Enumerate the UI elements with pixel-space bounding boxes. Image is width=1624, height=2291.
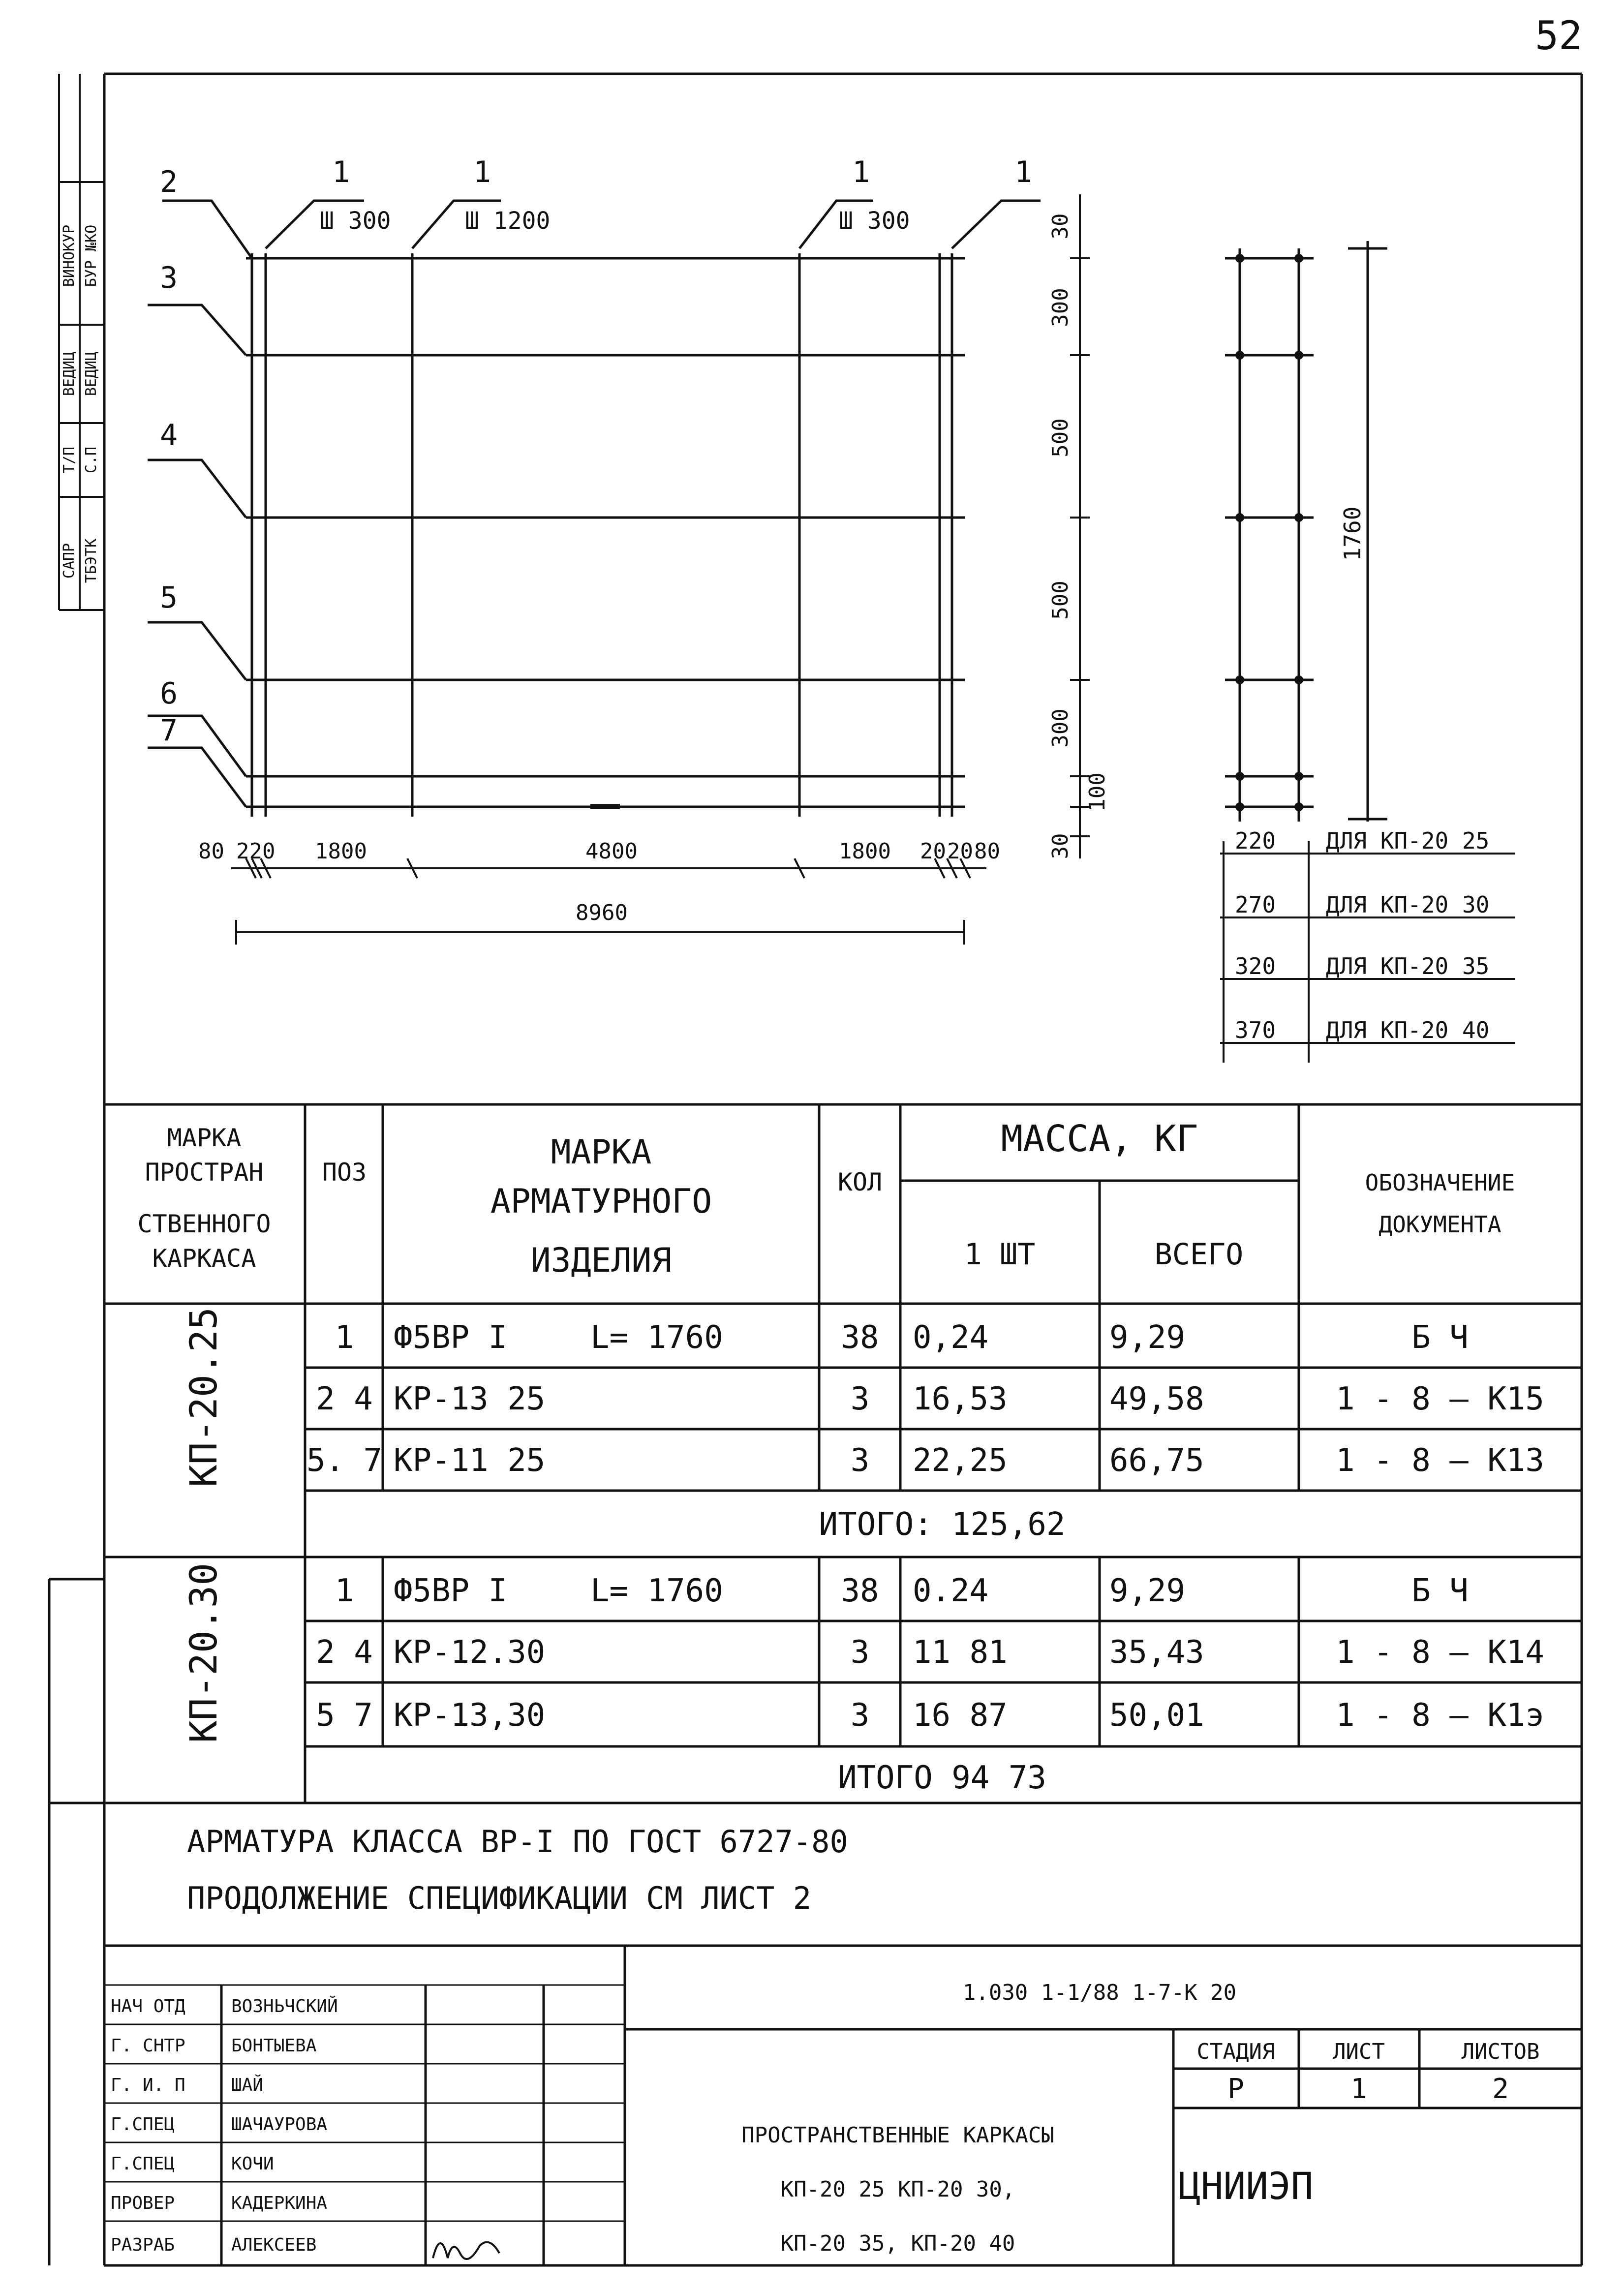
stage-value: Р [1227, 2073, 1244, 2105]
sig-role: Г.СПЕЦ [111, 2154, 175, 2174]
cell-mass-total: 50,01 [1109, 1697, 1204, 1734]
cell-pos: 1 [335, 1573, 354, 1609]
table-row [316, 1697, 1544, 1734]
sig-name: БОНТЫЕВА [231, 2036, 317, 2056]
note-line: ПРОДОЛЖЕНИЕ СПЕЦИФИКАЦИИ СМ ЛИСТ 2 [187, 1880, 812, 1916]
dim-label: 500 [1048, 580, 1073, 620]
cell-doc: Б Ч [1411, 1319, 1469, 1356]
stamp-cell: ВЕДИЦ [83, 351, 100, 397]
horizontal-dims [198, 839, 1000, 925]
sig-name: ШАЙ [231, 2075, 264, 2095]
cell-item: КР-13 25 [394, 1381, 546, 1417]
callout: 3 [160, 261, 178, 295]
sig-name: АЛЕКСЕЕВ [231, 2235, 317, 2255]
header-doc: ДОКУМЕНТА [1379, 1211, 1501, 1238]
callout: 2 [160, 165, 178, 199]
sig-role: Г. И. П [111, 2075, 185, 2095]
dim-label: 20 [947, 839, 973, 864]
header-pos: ПОЗ [322, 1158, 367, 1187]
cell-mass-one: 0.24 [913, 1573, 989, 1609]
dim-label: 300 [1048, 708, 1073, 748]
header-frame-mark: МАРКА [167, 1124, 242, 1152]
callout: 7 [160, 713, 178, 748]
stamp-cell: ВЕДИЦ [61, 351, 78, 397]
cell-mass-one: 16 87 [913, 1697, 1008, 1734]
cell-qty: 3 [850, 1381, 870, 1417]
cell-length: L= 1760 [590, 1319, 723, 1356]
sig-role: Г.СПЕЦ [111, 2114, 175, 2135]
cell-pos: 2 4 [316, 1634, 373, 1671]
cell-qty: 3 [850, 1442, 870, 1479]
doc-code: 1.030 1-1/88 1-7-К 20 [962, 1980, 1237, 2005]
callout: 6 [160, 676, 178, 711]
header-mass-one: 1 ШТ [964, 1237, 1036, 1272]
dim-label: 1800 [839, 839, 891, 864]
width-label: ДЛЯ КП-20 30 [1326, 891, 1490, 918]
dim-label: 500 [1048, 418, 1073, 458]
signature-rows [104, 1985, 625, 2221]
cell-doc: 1 - 8 — К15 [1336, 1381, 1544, 1417]
notes [187, 1824, 848, 1916]
title-line: КП-20 35, КП-20 40 [780, 2231, 1015, 2256]
callout: 1 [473, 155, 491, 189]
cell-pos: 2 4 [316, 1381, 373, 1417]
cell-item: Ф5ВР I [394, 1573, 508, 1609]
spacing-label: Ш 300 [839, 207, 910, 235]
signatures [111, 1996, 338, 2255]
sig-role: Г. СНТР [111, 2036, 185, 2056]
cell-qty: 38 [841, 1573, 879, 1609]
cell-pos: 1 [335, 1319, 354, 1356]
width-value: 220 [1235, 827, 1276, 854]
cell-doc: 1 - 8 — К1э [1336, 1697, 1544, 1734]
frame-elevation [148, 201, 1041, 817]
section-bar-dots [1235, 254, 1303, 811]
width-label: ДЛЯ КП-20 35 [1326, 953, 1490, 979]
table-row [316, 1381, 1544, 1417]
note-line: АРМАТУРА КЛАССА ВР-I ПО ГОСТ 6727-80 [187, 1824, 848, 1860]
weld-mark [590, 804, 620, 809]
stamp-cell: С.П [83, 446, 100, 474]
spacing-label: Ш 1200 [465, 207, 551, 235]
section-width-labels [1235, 827, 1489, 1043]
sig-role: ПРОВЕР [111, 2193, 175, 2213]
side-stamp [59, 74, 104, 610]
stamp-cell: Т/П [61, 446, 78, 474]
section-height: 1760 [1339, 506, 1366, 561]
sig-role: НАЧ ОТД [111, 1996, 185, 2016]
cell-qty: 38 [841, 1319, 879, 1356]
sig-name: КАДЕРКИНА [231, 2193, 328, 2213]
header-item-mark: ИЗДЕЛИЯ [530, 1241, 672, 1280]
title-line: КП-20 25 КП-20 30, [780, 2177, 1015, 2202]
callout: 1 [852, 155, 870, 189]
sig-name: ШАЧАУРОВА [231, 2114, 328, 2135]
dim-label: 300 [1048, 288, 1073, 327]
header-item-mark: МАРКА [551, 1133, 652, 1172]
frame-mark: КП-20.25 [182, 1307, 225, 1488]
width-value: 320 [1235, 953, 1276, 979]
signature-scribble [433, 2242, 499, 2259]
callout: 1 [1014, 155, 1033, 189]
cell-qty: 3 [850, 1634, 870, 1671]
width-value: 270 [1235, 891, 1276, 918]
cell-item: Ф5ВР I [394, 1319, 508, 1356]
stamp-cell: ВИНОКУР [61, 224, 78, 287]
cell-mass-one: 16,53 [913, 1381, 1008, 1417]
cell-length: L= 1760 [590, 1573, 723, 1609]
header-qty: КОЛ [837, 1168, 883, 1196]
sheet-label: ЛИСТ [1333, 2039, 1385, 2064]
width-label: ДЛЯ КП-20 40 [1326, 1017, 1490, 1043]
width-value: 370 [1235, 1017, 1276, 1043]
header-frame-mark: КАРКАСА [152, 1244, 256, 1273]
dim-label: 30 [1048, 833, 1073, 859]
cell-mass-total: 9,29 [1109, 1319, 1186, 1356]
cell-mass-total: 35,43 [1109, 1634, 1204, 1671]
cell-mass-one: 11 81 [913, 1634, 1008, 1671]
stamp-cell: ТБЭТК [83, 538, 100, 583]
dim-label: 4800 [585, 839, 638, 864]
sig-name: ВОЗНЬЧСКИЙ [231, 1996, 338, 2016]
table-row [306, 1442, 1544, 1479]
stamp-cell: САПР [61, 543, 78, 579]
cell-item: КР-13,30 [394, 1697, 546, 1734]
dim-label: 30 [1048, 213, 1073, 240]
dim-label: 20 [920, 839, 946, 864]
sig-name: КОЧИ [231, 2154, 274, 2174]
header-frame-mark: СТВЕННОГО [137, 1210, 271, 1238]
title-block-grid [104, 1946, 1582, 2265]
stamp-cell: БУР №КО [83, 224, 100, 287]
cell-mass-one: 22,25 [913, 1442, 1008, 1479]
header-mass: МАССА, КГ [1001, 1118, 1198, 1160]
dim-label: 1800 [315, 839, 367, 864]
callout: 4 [160, 418, 178, 453]
cell-item: КР-11 25 [394, 1442, 546, 1479]
cell-qty: 3 [850, 1697, 870, 1734]
title-lines [741, 2123, 1054, 2256]
dim-label: 80 [198, 839, 224, 864]
dim-label: 100 [1085, 772, 1110, 812]
header-item-mark: АРМАТУРНОГО [490, 1182, 712, 1221]
sheets-label: ЛИСТОВ [1461, 2039, 1540, 2064]
spec-group-1 [182, 1307, 1544, 1543]
stage-label: СТАДИЯ [1196, 2039, 1275, 2064]
width-label: ДЛЯ КП-20 25 [1326, 827, 1490, 854]
cell-pos: 5. 7 [306, 1442, 383, 1479]
overall-length: 8960 [576, 900, 628, 925]
group-total: ИТОГО 94 73 [838, 1760, 1046, 1796]
sheet-value: 1 [1350, 2073, 1367, 2105]
group-total: ИТОГО: 125,62 [819, 1506, 1066, 1543]
page-number: 52 [1535, 13, 1583, 59]
cell-pos: 5 7 [316, 1697, 373, 1734]
spacing-label: Ш 300 [320, 207, 391, 235]
callout: 1 [332, 155, 350, 189]
cell-mass-total: 49,58 [1109, 1381, 1204, 1417]
spec-group-2 [182, 1563, 1544, 1796]
cell-doc: 1 - 8 — К14 [1336, 1634, 1544, 1671]
org-name: ЦНИИЭП [1178, 2164, 1314, 2208]
header-mass-total: ВСЕГО [1154, 1237, 1244, 1272]
cell-item: КР-12.30 [394, 1634, 546, 1671]
spec-table-header [138, 1118, 1515, 1280]
cell-doc: Б Ч [1411, 1573, 1469, 1609]
dim-label: 80 [974, 839, 1000, 864]
cell-doc: 1 - 8 — К13 [1336, 1442, 1544, 1479]
sheet-info [1197, 2039, 1540, 2105]
table-row [316, 1634, 1544, 1671]
title-line: ПРОСТРАНСТВЕННЫЕ КАРКАСЫ [741, 2123, 1054, 2148]
cell-mass-total: 66,75 [1109, 1442, 1204, 1479]
callout: 5 [160, 580, 178, 615]
header-doc: ОБОЗНАЧЕНИЕ [1365, 1169, 1515, 1196]
header-frame-mark: ПРОСТРАН [145, 1158, 264, 1187]
frame-mark: КП-20.30 [182, 1562, 225, 1743]
cell-mass-total: 9,29 [1109, 1573, 1186, 1609]
sig-role: РАЗРАБ [111, 2235, 175, 2255]
sheets-value: 2 [1492, 2073, 1509, 2105]
vertical-dimension-line [1070, 194, 1090, 858]
dim-label: 220 [236, 839, 276, 864]
cell-mass-one: 0,24 [913, 1319, 989, 1356]
callouts [160, 155, 1032, 748]
